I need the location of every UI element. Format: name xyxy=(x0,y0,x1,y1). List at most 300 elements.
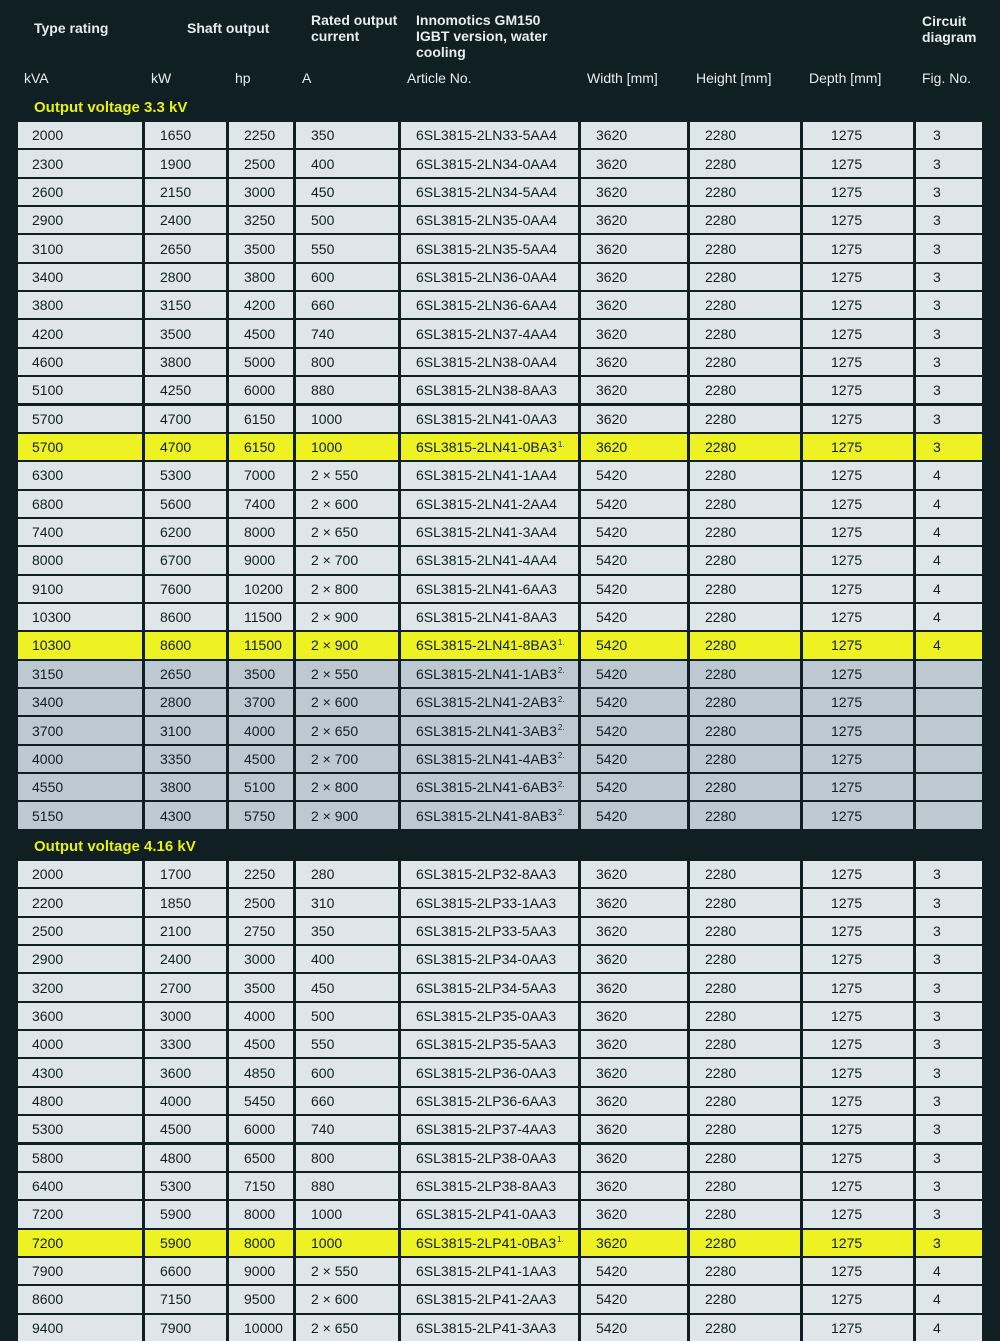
cell-value: 3 xyxy=(933,183,941,200)
cell-kva xyxy=(18,462,142,488)
cell-value: 8000 xyxy=(244,1206,276,1223)
cell-article-no xyxy=(401,689,578,715)
cell-value: 6SL3815-2LN41-3AB3 xyxy=(416,722,557,739)
cell-value: 2 × 900 xyxy=(311,637,359,654)
cell-value: 1275 xyxy=(831,1007,863,1024)
cell-kva xyxy=(18,1173,142,1199)
cell-value: 2280 xyxy=(705,807,737,824)
cell-value: 2 × 700 xyxy=(311,750,359,767)
cell-value: 6SL3815-2LP34-0AA3 xyxy=(416,951,557,968)
cell-width xyxy=(581,774,687,800)
cell-value: 5800 xyxy=(32,1149,64,1166)
cell-kva xyxy=(18,519,142,545)
subheader-depth: Depth [mm] xyxy=(809,70,882,86)
cell-value: 3 xyxy=(933,922,941,939)
cell-height xyxy=(690,576,800,602)
cell-width xyxy=(581,576,687,602)
cell-value: 500 xyxy=(311,212,335,229)
cell-article-no xyxy=(401,150,578,176)
section-title: Output voltage 3.3 kV xyxy=(34,98,188,116)
cell-value: 3620 xyxy=(596,1149,628,1166)
cell-kw xyxy=(145,576,226,602)
cell-depth xyxy=(803,349,913,375)
cell-value: 2280 xyxy=(705,155,737,172)
section-title: Output voltage 4.16 kV xyxy=(34,837,196,855)
cell-fig-no xyxy=(916,604,982,630)
cell-value: 1275 xyxy=(831,552,863,569)
cell-value: 1000 xyxy=(311,1206,343,1223)
cell-height xyxy=(690,1173,800,1199)
cell-value: 2280 xyxy=(705,580,737,597)
cell-value: 4 xyxy=(933,524,941,541)
cell-value: 2280 xyxy=(705,722,737,739)
cell-current xyxy=(296,1088,398,1114)
cell-fig-no xyxy=(916,689,982,715)
cell-value: 500 xyxy=(311,1007,335,1024)
cell-value: 5420 xyxy=(596,467,628,484)
cell-value: 3700 xyxy=(32,722,64,739)
cell-hp xyxy=(229,889,293,915)
cell-depth xyxy=(803,207,913,233)
cell-value: 6SL3815-2LN41-1AA4 xyxy=(416,467,557,484)
cell-article-no xyxy=(401,207,578,233)
cell-value: 3000 xyxy=(160,1007,192,1024)
cell-value: 6600 xyxy=(160,1263,192,1280)
cell-value: 3 xyxy=(933,297,941,314)
cell-width xyxy=(581,1031,687,1057)
cell-value: 6SL3815-2LN34-0AA4 xyxy=(416,155,557,172)
cell-value: 6SL3815-2LP33-5AA3 xyxy=(416,922,557,939)
cell-value: 8600 xyxy=(32,1291,64,1308)
cell-kva xyxy=(18,946,142,972)
cell-value: 3500 xyxy=(160,325,192,342)
cell-value: 2280 xyxy=(705,495,737,512)
cell-width xyxy=(581,320,687,346)
cell-value: 3 xyxy=(933,1149,941,1166)
cell-height xyxy=(690,434,800,460)
cell-value: 4 xyxy=(933,1291,941,1308)
cell-width xyxy=(581,1059,687,1085)
cell-value: 1275 xyxy=(831,807,863,824)
cell-value: 3620 xyxy=(596,1036,628,1053)
cell-current xyxy=(296,1201,398,1227)
cell-article-no xyxy=(401,377,578,403)
cell-value: 9000 xyxy=(244,552,276,569)
cell-depth xyxy=(803,150,913,176)
cell-value: 5420 xyxy=(596,524,628,541)
cell-value: 3 xyxy=(933,951,941,968)
cell-value: 4 xyxy=(933,609,941,626)
cell-height xyxy=(690,264,800,290)
cell-value: 3800 xyxy=(160,353,192,370)
cell-value: 2250 xyxy=(244,866,276,883)
cell-hp xyxy=(229,746,293,772)
cell-depth xyxy=(803,519,913,545)
cell-value: 1275 xyxy=(831,155,863,172)
subheader-fig-no: Fig. No. xyxy=(922,70,972,86)
cell-value: 2500 xyxy=(32,922,64,939)
cell-fig-no xyxy=(916,519,982,545)
cell-value: 6SL3815-2LN36-6AA4 xyxy=(416,297,557,314)
cell-value: 1275 xyxy=(831,1149,863,1166)
footnote-marker: 2. xyxy=(557,694,565,704)
cell-value: 3 xyxy=(933,1064,941,1081)
cell-value: 2280 xyxy=(705,694,737,711)
cell-value: 3620 xyxy=(596,325,628,342)
cell-fig-no xyxy=(916,861,982,887)
cell-height xyxy=(690,746,800,772)
cell-value: 2280 xyxy=(705,1263,737,1280)
cell-value: 5100 xyxy=(32,382,64,399)
cell-value: 1000 xyxy=(311,410,343,427)
cell-value: 1850 xyxy=(160,894,192,911)
cell-kva xyxy=(18,491,142,517)
cell-value: 3620 xyxy=(596,1206,628,1223)
cell-value: 9500 xyxy=(244,1291,276,1308)
cell-article-no xyxy=(401,861,578,887)
cell-kw xyxy=(145,1088,226,1114)
cell-hp xyxy=(229,1286,293,1312)
cell-kw xyxy=(145,150,226,176)
cell-value: 5700 xyxy=(32,410,64,427)
cell-height xyxy=(690,207,800,233)
cell-value: 2 × 550 xyxy=(311,467,359,484)
cell-value: 3620 xyxy=(596,979,628,996)
cell-value: 4 xyxy=(933,1319,941,1336)
cell-value: 660 xyxy=(311,1092,335,1109)
cell-fig-no xyxy=(916,918,982,944)
cell-kva xyxy=(18,1088,142,1114)
cell-value: 2280 xyxy=(705,552,737,569)
cell-kw xyxy=(145,946,226,972)
cell-kw xyxy=(145,889,226,915)
cell-value: 2280 xyxy=(705,297,737,314)
cell-value: 1000 xyxy=(311,1234,343,1251)
cell-value: 4200 xyxy=(32,325,64,342)
cell-width xyxy=(581,661,687,687)
cell-height xyxy=(690,1116,800,1142)
cell-article-no xyxy=(401,717,578,743)
cell-value: 6150 xyxy=(244,410,276,427)
cell-value: 2280 xyxy=(705,1064,737,1081)
cell-value: 2280 xyxy=(705,1121,737,1138)
cell-value: 1275 xyxy=(831,297,863,314)
cell-article-no xyxy=(401,1059,578,1085)
cell-value: 5420 xyxy=(596,1291,628,1308)
cell-value: 2800 xyxy=(160,694,192,711)
cell-kw xyxy=(145,491,226,517)
cell-hp xyxy=(229,974,293,1000)
cell-kw xyxy=(145,349,226,375)
cell-value: 8000 xyxy=(244,524,276,541)
cell-value: 2280 xyxy=(705,439,737,456)
cell-width xyxy=(581,122,687,148)
cell-value: 4 xyxy=(933,467,941,484)
cell-value: 3620 xyxy=(596,183,628,200)
cell-value: 6500 xyxy=(244,1149,276,1166)
cell-article-no xyxy=(401,1201,578,1227)
cell-kva xyxy=(18,235,142,261)
cell-value: 2750 xyxy=(244,922,276,939)
cell-value: 3620 xyxy=(596,894,628,911)
cell-value: 4 xyxy=(933,552,941,569)
cell-value: 6200 xyxy=(160,524,192,541)
cell-fig-no xyxy=(916,406,982,432)
cell-depth xyxy=(803,547,913,573)
cell-value: 4000 xyxy=(32,1036,64,1053)
cell-hp xyxy=(229,1230,293,1256)
cell-article-no xyxy=(401,1286,578,1312)
cell-current xyxy=(296,746,398,772)
cell-height xyxy=(690,406,800,432)
cell-fig-no xyxy=(916,150,982,176)
cell-value: 6SL3815-2LP41-2AA3 xyxy=(416,1291,557,1308)
cell-value: 1275 xyxy=(831,609,863,626)
cell-article-no xyxy=(401,661,578,687)
cell-value: 1275 xyxy=(831,665,863,682)
cell-value: 6SL3815-2LP41-0BA3 xyxy=(416,1234,557,1251)
cell-width xyxy=(581,434,687,460)
cell-depth xyxy=(803,889,913,915)
cell-value: 3700 xyxy=(244,694,276,711)
cell-width xyxy=(581,179,687,205)
cell-value: 2280 xyxy=(705,268,737,285)
cell-current xyxy=(296,1230,398,1256)
cell-value: 4200 xyxy=(244,297,276,314)
cell-value: 3150 xyxy=(32,665,64,682)
cell-width xyxy=(581,1116,687,1142)
cell-depth xyxy=(803,1059,913,1085)
cell-value: 11500 xyxy=(244,637,282,654)
cell-value: 6SL3815-2LN41-6AA3 xyxy=(416,580,557,597)
cell-value: 2 × 800 xyxy=(311,779,359,796)
cell-value: 2 × 700 xyxy=(311,552,359,569)
cell-value: 3500 xyxy=(244,979,276,996)
cell-value: 5420 xyxy=(596,779,628,796)
cell-value: 4500 xyxy=(244,325,276,342)
cell-fig-no xyxy=(916,632,982,658)
cell-kva xyxy=(18,320,142,346)
cell-kw xyxy=(145,717,226,743)
cell-width xyxy=(581,802,687,828)
cell-value: 3 xyxy=(933,1092,941,1109)
subheader-hp: hp xyxy=(235,70,251,86)
cell-fig-no xyxy=(916,1286,982,1312)
cell-value: 3400 xyxy=(32,694,64,711)
cell-article-no xyxy=(401,547,578,573)
cell-value: 2 × 550 xyxy=(311,665,359,682)
cell-hp xyxy=(229,264,293,290)
cell-fig-no xyxy=(916,264,982,290)
cell-value: 3500 xyxy=(244,240,276,257)
cell-article-no xyxy=(401,264,578,290)
cell-value: 6300 xyxy=(32,467,64,484)
cell-value: 350 xyxy=(311,127,335,144)
cell-fig-no xyxy=(916,946,982,972)
cell-kva xyxy=(18,604,142,630)
cell-depth xyxy=(803,434,913,460)
cell-current xyxy=(296,604,398,630)
cell-kva xyxy=(18,349,142,375)
cell-value: 6SL3815-2LP33-1AA3 xyxy=(416,894,557,911)
cell-value: 6SL3815-2LP36-0AA3 xyxy=(416,1064,557,1081)
cell-article-no xyxy=(401,1003,578,1029)
cell-value: 3800 xyxy=(160,779,192,796)
cell-value: 1275 xyxy=(831,1121,863,1138)
cell-value: 3600 xyxy=(160,1064,192,1081)
cell-kw xyxy=(145,207,226,233)
cell-value: 5600 xyxy=(160,495,192,512)
cell-value: 5420 xyxy=(596,1263,628,1280)
cell-fig-no xyxy=(916,1145,982,1171)
cell-value: 4300 xyxy=(160,807,192,824)
cell-current xyxy=(296,406,398,432)
cell-article-no xyxy=(401,918,578,944)
cell-current xyxy=(296,802,398,828)
cell-kw xyxy=(145,406,226,432)
cell-value: 6SL3815-2LN41-0BA3 xyxy=(416,439,557,456)
cell-value: 3620 xyxy=(596,1234,628,1251)
cell-fig-no xyxy=(916,349,982,375)
cell-kw xyxy=(145,918,226,944)
cell-hp xyxy=(229,861,293,887)
cell-depth xyxy=(803,861,913,887)
cell-value: 6SL3815-2LN41-4AB3 xyxy=(416,750,557,767)
cell-kw xyxy=(145,746,226,772)
cell-value: 4000 xyxy=(160,1092,192,1109)
cell-fig-no xyxy=(916,1173,982,1199)
cell-value: 7150 xyxy=(160,1291,192,1308)
cell-value: 3 xyxy=(933,1121,941,1138)
cell-value: 5300 xyxy=(160,467,192,484)
cell-value: 5700 xyxy=(32,439,64,456)
cell-hp xyxy=(229,632,293,658)
cell-kw xyxy=(145,1116,226,1142)
cell-width xyxy=(581,1173,687,1199)
cell-kva xyxy=(18,861,142,887)
cell-fig-no xyxy=(916,746,982,772)
cell-width xyxy=(581,974,687,1000)
cell-current xyxy=(296,377,398,403)
cell-article-no xyxy=(401,235,578,261)
cell-value: 4800 xyxy=(32,1092,64,1109)
cell-value: 11500 xyxy=(244,609,282,626)
cell-depth xyxy=(803,632,913,658)
cell-depth xyxy=(803,1230,913,1256)
cell-hp xyxy=(229,462,293,488)
header-rated-output-current: Rated output current xyxy=(311,12,398,44)
cell-value: 3620 xyxy=(596,439,628,456)
cell-kva xyxy=(18,207,142,233)
cell-value: 6150 xyxy=(244,439,276,456)
cell-value: 3350 xyxy=(160,750,192,767)
cell-kva xyxy=(18,661,142,687)
cell-value: 2280 xyxy=(705,382,737,399)
cell-width xyxy=(581,632,687,658)
cell-value: 2280 xyxy=(705,979,737,996)
cell-article-no xyxy=(401,889,578,915)
cell-value: 4800 xyxy=(160,1149,192,1166)
cell-fig-no xyxy=(916,1116,982,1142)
cell-value: 2280 xyxy=(705,1178,737,1195)
cell-article-no xyxy=(401,576,578,602)
cell-value: 1275 xyxy=(831,1064,863,1081)
cell-fig-no xyxy=(916,889,982,915)
cell-height xyxy=(690,661,800,687)
cell-depth xyxy=(803,406,913,432)
cell-article-no xyxy=(401,292,578,318)
cell-hp xyxy=(229,122,293,148)
cell-value: 6SL3815-2LN38-0AA4 xyxy=(416,353,557,370)
cell-current xyxy=(296,774,398,800)
cell-value: 7400 xyxy=(244,495,276,512)
cell-value: 450 xyxy=(311,979,335,996)
cell-height xyxy=(690,320,800,346)
cell-value: 3 xyxy=(933,382,941,399)
cell-article-no xyxy=(401,122,578,148)
cell-value: 3 xyxy=(933,1036,941,1053)
cell-value: 400 xyxy=(311,951,335,968)
cell-depth xyxy=(803,235,913,261)
cell-value: 400 xyxy=(311,155,335,172)
cell-value: 9400 xyxy=(32,1319,64,1336)
cell-value: 3 xyxy=(933,268,941,285)
cell-depth xyxy=(803,946,913,972)
cell-value: 800 xyxy=(311,1149,335,1166)
cell-kw xyxy=(145,179,226,205)
cell-kva xyxy=(18,1059,142,1085)
cell-value: 3620 xyxy=(596,866,628,883)
cell-height xyxy=(690,1088,800,1114)
cell-value: 2 × 900 xyxy=(311,609,359,626)
cell-value: 3000 xyxy=(244,183,276,200)
cell-value: 4600 xyxy=(32,353,64,370)
cell-depth xyxy=(803,576,913,602)
cell-value: 4 xyxy=(933,1263,941,1280)
cell-value: 1275 xyxy=(831,467,863,484)
cell-value: 3620 xyxy=(596,240,628,257)
cell-value: 5750 xyxy=(244,807,276,824)
cell-kva xyxy=(18,918,142,944)
cell-height xyxy=(690,604,800,630)
cell-value: 3 xyxy=(933,325,941,342)
cell-value: 6SL3815-2LN41-3AA4 xyxy=(416,524,557,541)
cell-current xyxy=(296,1145,398,1171)
cell-width xyxy=(581,1315,687,1341)
cell-value: 5900 xyxy=(160,1206,192,1223)
cell-kw xyxy=(145,632,226,658)
cell-kva xyxy=(18,717,142,743)
cell-value: 2250 xyxy=(244,127,276,144)
cell-value: 6700 xyxy=(160,552,192,569)
cell-depth xyxy=(803,918,913,944)
cell-article-no xyxy=(401,349,578,375)
cell-depth xyxy=(803,717,913,743)
cell-height xyxy=(690,802,800,828)
cell-value: 3 xyxy=(933,127,941,144)
cell-width xyxy=(581,207,687,233)
cell-depth xyxy=(803,1201,913,1227)
cell-value: 2280 xyxy=(705,183,737,200)
cell-current xyxy=(296,861,398,887)
cell-current xyxy=(296,150,398,176)
cell-width xyxy=(581,689,687,715)
cell-value: 1275 xyxy=(831,1206,863,1223)
cell-current xyxy=(296,519,398,545)
cell-value: 1275 xyxy=(831,922,863,939)
cell-value: 7900 xyxy=(32,1263,64,1280)
cell-height xyxy=(690,547,800,573)
